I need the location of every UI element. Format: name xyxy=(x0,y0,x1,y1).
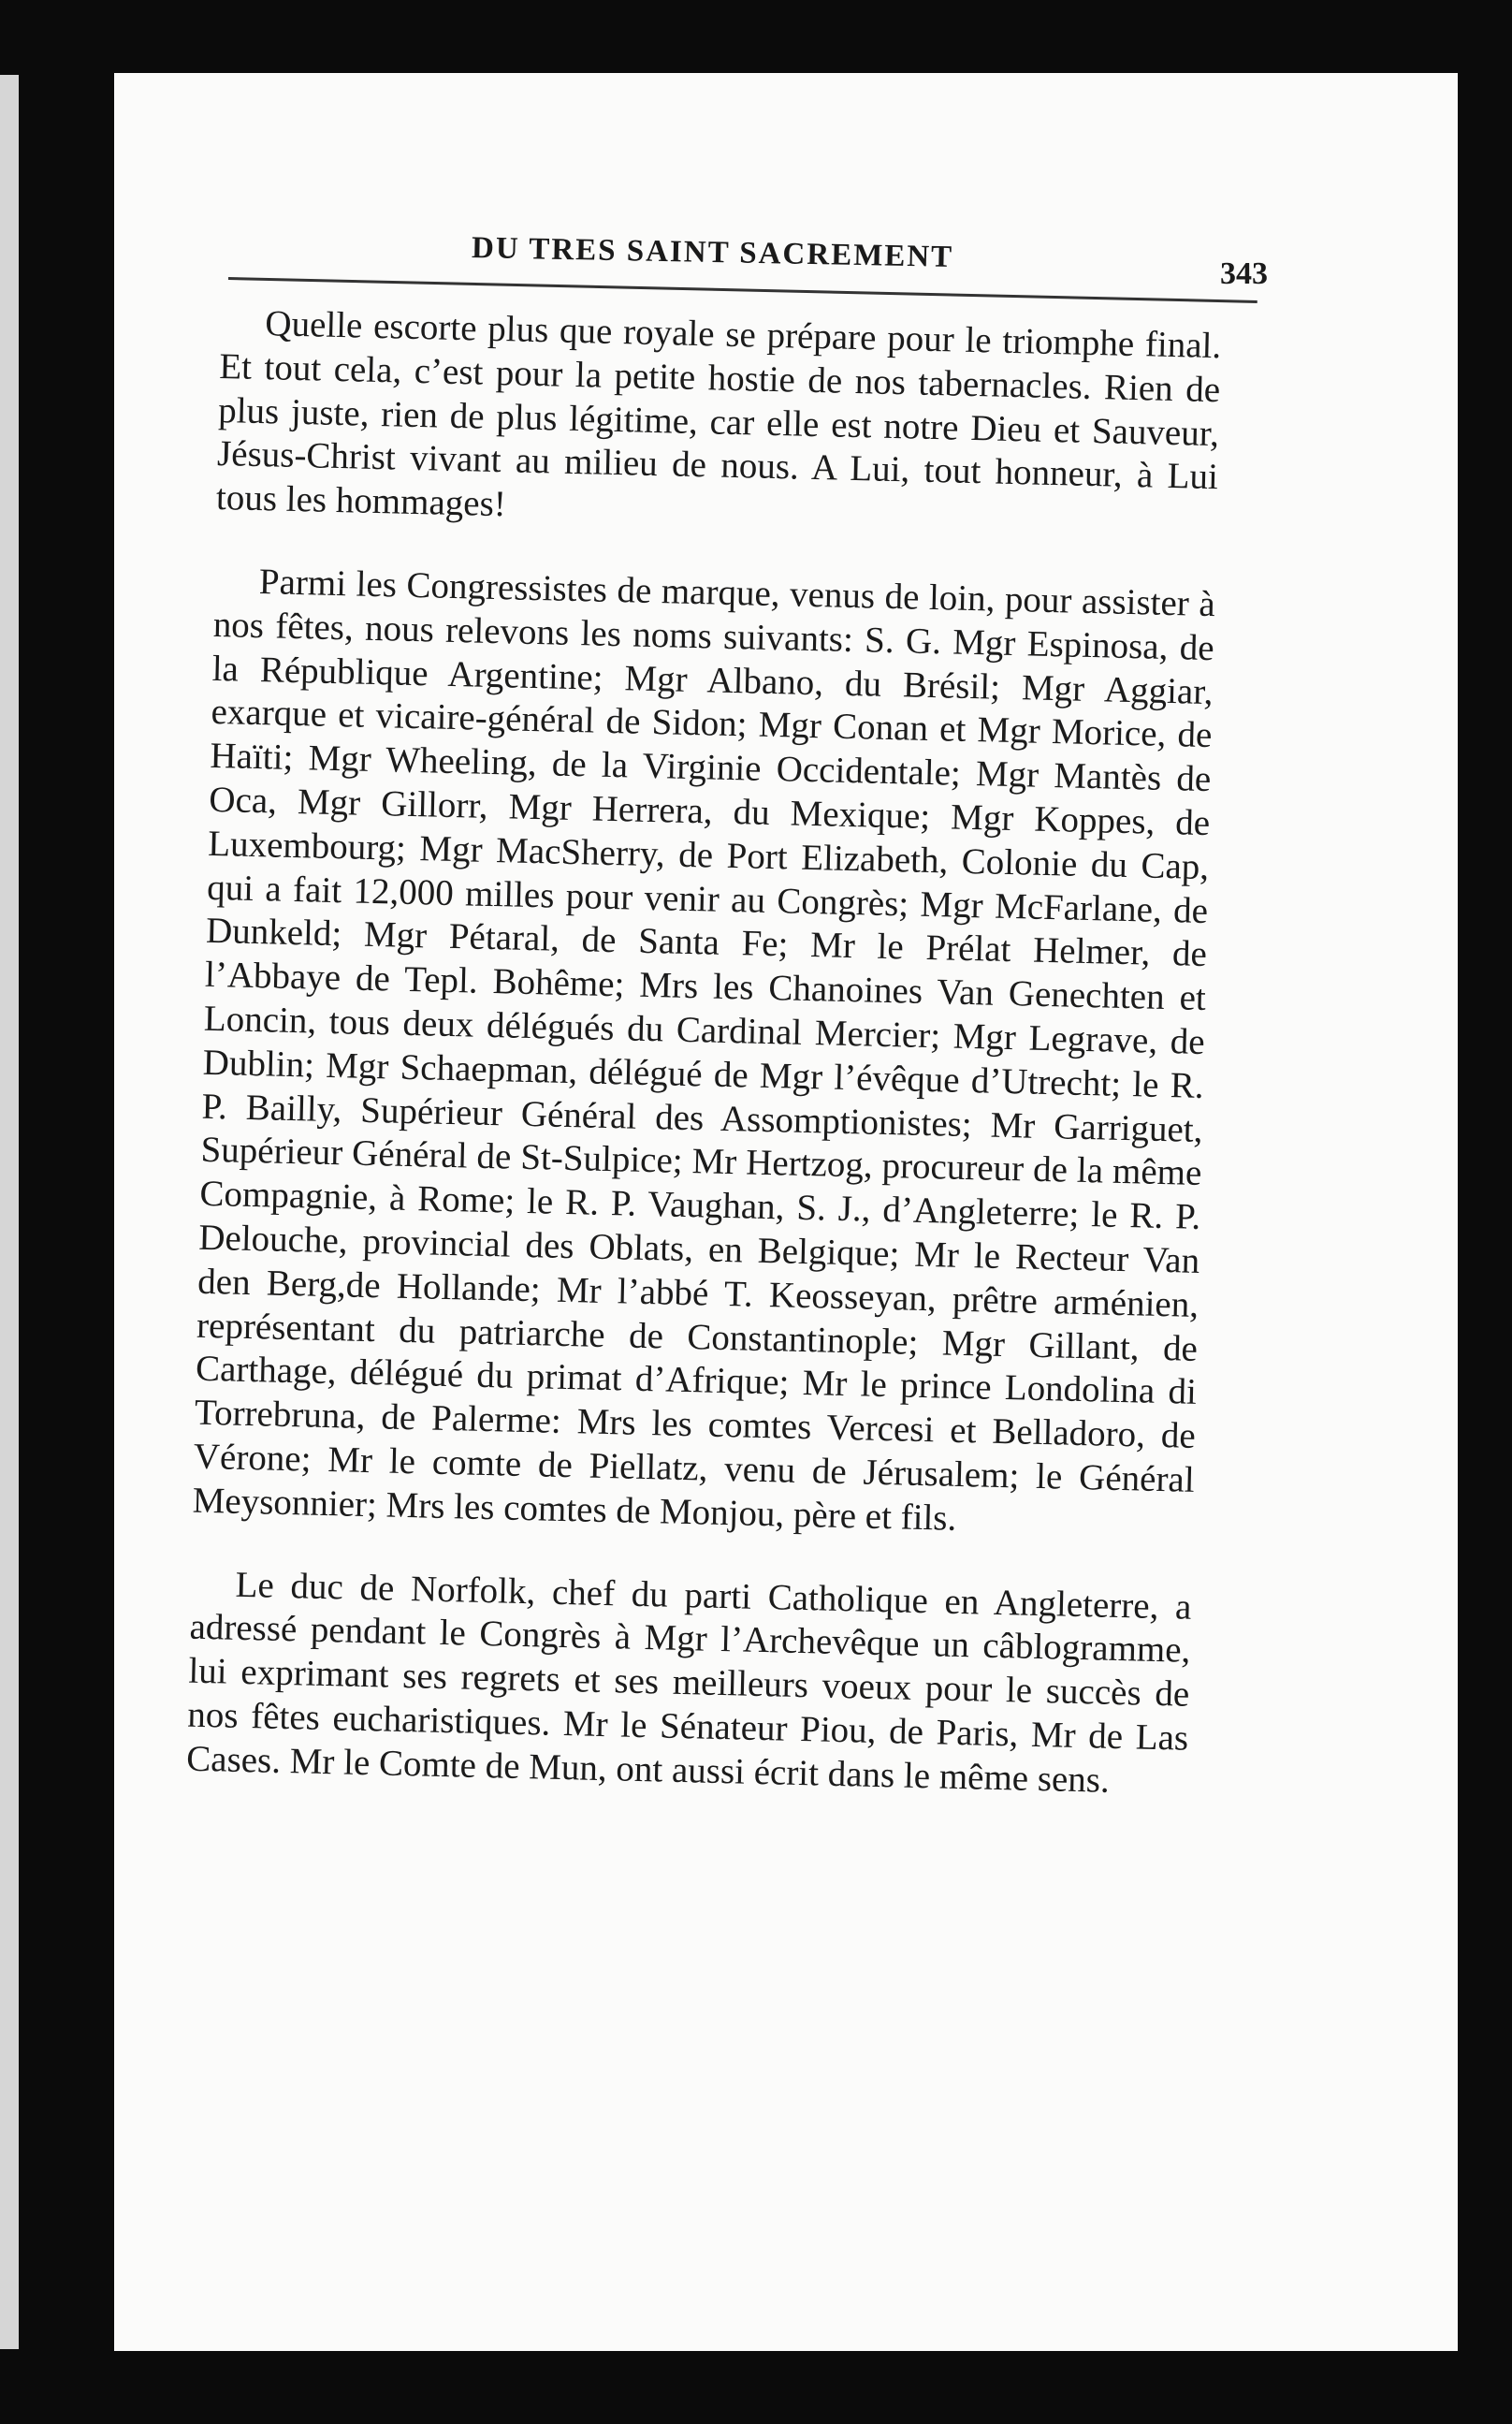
paragraph-congressistes: Parmi les Congressistes de marque, venus de loin, pour assister à nos fêtes, nous relevons les noms suivants: S. G. Mgr Espinosa, de la République Argentine; Mgr Albano, du Brésil; Mgr Aggiar, exarque et vicaire-général de Sidon; Mgr Conan et Mgr Morice, de Haïti; Mgr Wheeling, de la Virginie Occidentale; Mgr Mantès de Oca, Mgr Gillorr, Mgr Herrera, du Mexique; Mgr Koppes, de Luxembourg; Mgr MacSherry, de Port Elizabeth, Colonie du Cap, qui a fait 12,000 milles pour venir au Congrès; Mgr McFarlane, de Dunkeld; Mgr Pétaral, de Santa Fe; Mr le Prélat Helmer, de l’Abbaye de Tepl. Bohême; Mrs les Chanoines Van Genechten et Loncin, tous deux délégués du Cardinal Mercier; Mgr Legrave, de Dublin; Mgr Schaepman, délégué de Mgr l’évêque d’Utrecht; le R. P. Bailly, Supérieur Général des Assomptionistes; Mr Garriguet, Supérieur Général de St-Sulpice; Mr Hertzog, procureur de la même Compagnie, à Rome; le R. P. Vaughan, S. J., d’Angleterre; le R. P. Delouche, provincial des Oblats, en Belgique; Mr le Recteur Van den Berg,de Hollande; Mr l’abbé T. Keosseyan, prêtre arménien, représentant du patriarche de Constantinople; Mgr Gillant, de Carthage, délégué du primat d’Afrique; Mr le prince Londolina di Torrebruna, de Palerme: Mrs les comtes Vercesi et Belladoro, de Vérone; Mr le comte de Piellatz, venu de Jérusalem; le Général Meysonnier; Mrs les comtes de Monjou, père et fils. xyxy=(192,562,1216,1539)
paragraph-norfolk: Le duc de Norfolk, chef du parti Catholique en Angleterre, a adressé pendant le Congrès à Mgr l’Archevêque un câblogramme, lui exprimant ses regrets et ses meilleurs voeux pour le succès de nos fêtes eucharistiques. Mr le Sénateur Piou, de Paris, Mr de Las Cases. Mr le Comte de Mun, ont aussi écrit dans le même sens. xyxy=(185,1564,1192,1801)
body-text xyxy=(185,301,1222,1844)
adjacent-page-edge xyxy=(0,75,19,2349)
running-title: DU TRES SAINT SACREMENT xyxy=(471,231,954,274)
page-number: 343 xyxy=(1220,256,1268,291)
paragraph-escorte: Quelle escorte plus que royale se prépare pour le triomphe final. Et tout cela, c’est pour la petite hostie de nos tabernacles. Rien de plus juste, rien de plus légitime, car elle est notre Dieu et Sauveur, Jésus-Christ vivant au milieu de nous. A Lui, tout honneur, à Lui tous les hommages! xyxy=(215,303,1222,525)
